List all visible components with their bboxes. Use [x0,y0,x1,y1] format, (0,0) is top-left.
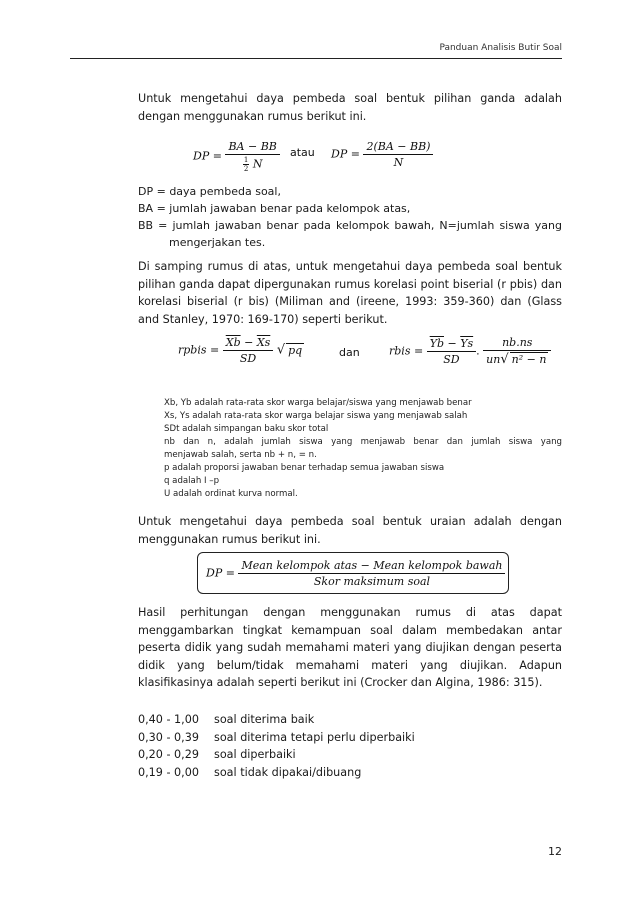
definition-bb: BB = jumlah jawaban benar pada kelompok bawah, N=jumlah siswa yang [138,219,562,232]
note-xb-yb: Xb, Yb adalah rata-rata skor warga belajar/siswa yang menjawab benar [164,398,472,408]
formula2-minus2: − [444,337,461,350]
sqrt-icon-2: √ [500,352,509,367]
paragraph-intro-pg: Untuk mengetahui daya pembeda soal bentuk pilihan ganda adalah dengan menggunakan rumus berikut ini. [138,92,562,123]
classification-range: 0,20 - 0,29 [138,748,199,761]
formula-dp-essay [206,559,505,588]
formula1-numerator2: 2(BA − BB) [363,140,433,155]
sqrt-icon: √ [276,342,286,358]
formula1-connector: atau [290,146,315,159]
classification-label: soal diterima baik [214,713,315,726]
classification-label: soal diterima tetapi perlu diperbaiki [214,730,415,744]
formula2-lhs2: rbis [389,344,411,358]
running-header: Panduan Analisis Butir Soal [439,43,562,53]
note-xs-ys: Xs, Ys adalah rata-rata skor warga belajar siswa yang menjawab salah [164,411,468,421]
formula2-xs: $\overline{Xs}$ [256,336,271,349]
definition-ba: BA = jumlah jawaban benar pada kelompok atas, [138,202,411,215]
formula2-fraction [223,336,274,365]
formula2-denominator3 [483,351,551,367]
formula1-half [243,156,249,173]
formula1-numerator: BA − BB [225,140,279,155]
formula2-ys: $\overline{Ys}$ [460,337,474,350]
formula2-un: un [486,353,501,366]
formula2-numerator2 [427,337,476,352]
formula1-half-den: 2 [243,165,249,173]
formula1-den-var: N [252,157,263,171]
formula1-fraction2 [363,140,433,169]
classification-label: soal diperbaiki [214,748,296,761]
formula1-denominator2: N [393,156,404,169]
classification-row [138,729,415,747]
formula-dp-pg [193,140,280,173]
formula3-numerator: Mean kelompok atas − Mean kelompok bawah [238,559,505,574]
formula-rpbis [178,336,304,365]
formula1-eq: = [212,149,222,163]
formula2-numerator [223,336,274,351]
formula2-xb: $\overline{Xb}$ [225,336,241,349]
formula2-denominator: SD [239,352,257,365]
formula2-numerator3: nb.ns [483,336,551,351]
notes-list [164,397,562,501]
formula2-eq2: = [413,344,424,358]
classification-row [138,711,415,729]
formula2-denominator2: SD [443,353,460,366]
formula1-eq2: = [350,147,360,161]
formula1-denominator [225,155,279,173]
formula2-minus: − [240,336,257,349]
note-nb-n: nb dan n, adalah jumlah siswa yang menjawab benar dan jumlah siswa yang [164,437,562,447]
classification-range: 0,30 - 0,39 [138,730,199,744]
formula1-lhs: DP [193,149,210,163]
header-rule [70,58,562,59]
note-q: q adalah I –p [164,476,220,486]
paragraph-classification: Hasil perhitungan dengan menggunakan rumus di atas dapat menggambarkan tingkat kemampuan soal dalam membedakan antar peserta didik yang sudah memahami materi yang diujikan dengan peserta didik yang belum/tidak memahami materi yang diujikan. Adapun klasifikasinya adalah seperti berikut ini (Crocker dan Algina, 1986: 315). [138,606,562,689]
note-p: p adalah proporsi jawaban benar terhadap semua jawaban siswa [164,463,445,473]
formula3-denominator: Skor maksimum soal [313,575,431,588]
formula-rbis [389,336,551,367]
formula2-lhs: rpbis [178,343,207,357]
formula2-connector: dan [339,346,360,359]
formula3-lhs: DP [206,566,223,580]
page-number: 12 [548,845,562,858]
definition-dp: DP = daya pembeda soal, [138,185,281,198]
formula3-eq: = [225,566,235,580]
formula2-root: pq [288,343,303,357]
classification-label: soal tidak dipakai/dibuang [214,765,362,779]
note-sdt: SDt adalah simpangan baku skor total [164,424,329,434]
formula2-fraction2 [427,337,476,366]
definition-list [138,183,562,251]
note-u: U adalah ordinat kurva normal. [164,489,298,499]
classification-range: 0,19 - 0,00 [138,765,199,779]
paragraph-biserial: Di samping rumus di atas, untuk mengetahui daya pembeda soal bentuk pilihan ganda dapat dipergunakan rumus korelasi point biserial (r pbis) dan korelasi biserial (r bis) (Miliman and (ireene, 1993: 359-360) dan (Glass and Stanley, 1970: 169-170) seperti berikut. [138,260,562,326]
classification-range: 0,40 - 1,00 [138,713,199,726]
formula1-fraction [225,140,279,173]
formula2-dot: . [476,344,480,358]
definition-bb-cont: mengerjakan tes. [169,236,266,249]
formula2-yb: $\overline{Yb}$ [429,337,444,350]
formula1-lhs2: DP [331,147,348,161]
note-nb-n-cont: menjawab salah, serta nb + n, = n. [164,450,317,460]
classification-list [138,711,415,781]
formula2-fraction3 [483,336,551,367]
classification-row [138,764,415,782]
formula2-root2: n² − n [511,353,547,366]
formula2-eq: = [210,343,220,357]
formula3-fraction [238,559,505,588]
classification-row [138,746,415,764]
formula1-half-num: 1 [243,156,249,164]
paragraph-essay: Untuk mengetahui daya pembeda soal bentuk uraian adalah dengan menggunakan rumus berikut ini. [138,515,562,546]
formula-dp-pg-alt [331,140,433,169]
